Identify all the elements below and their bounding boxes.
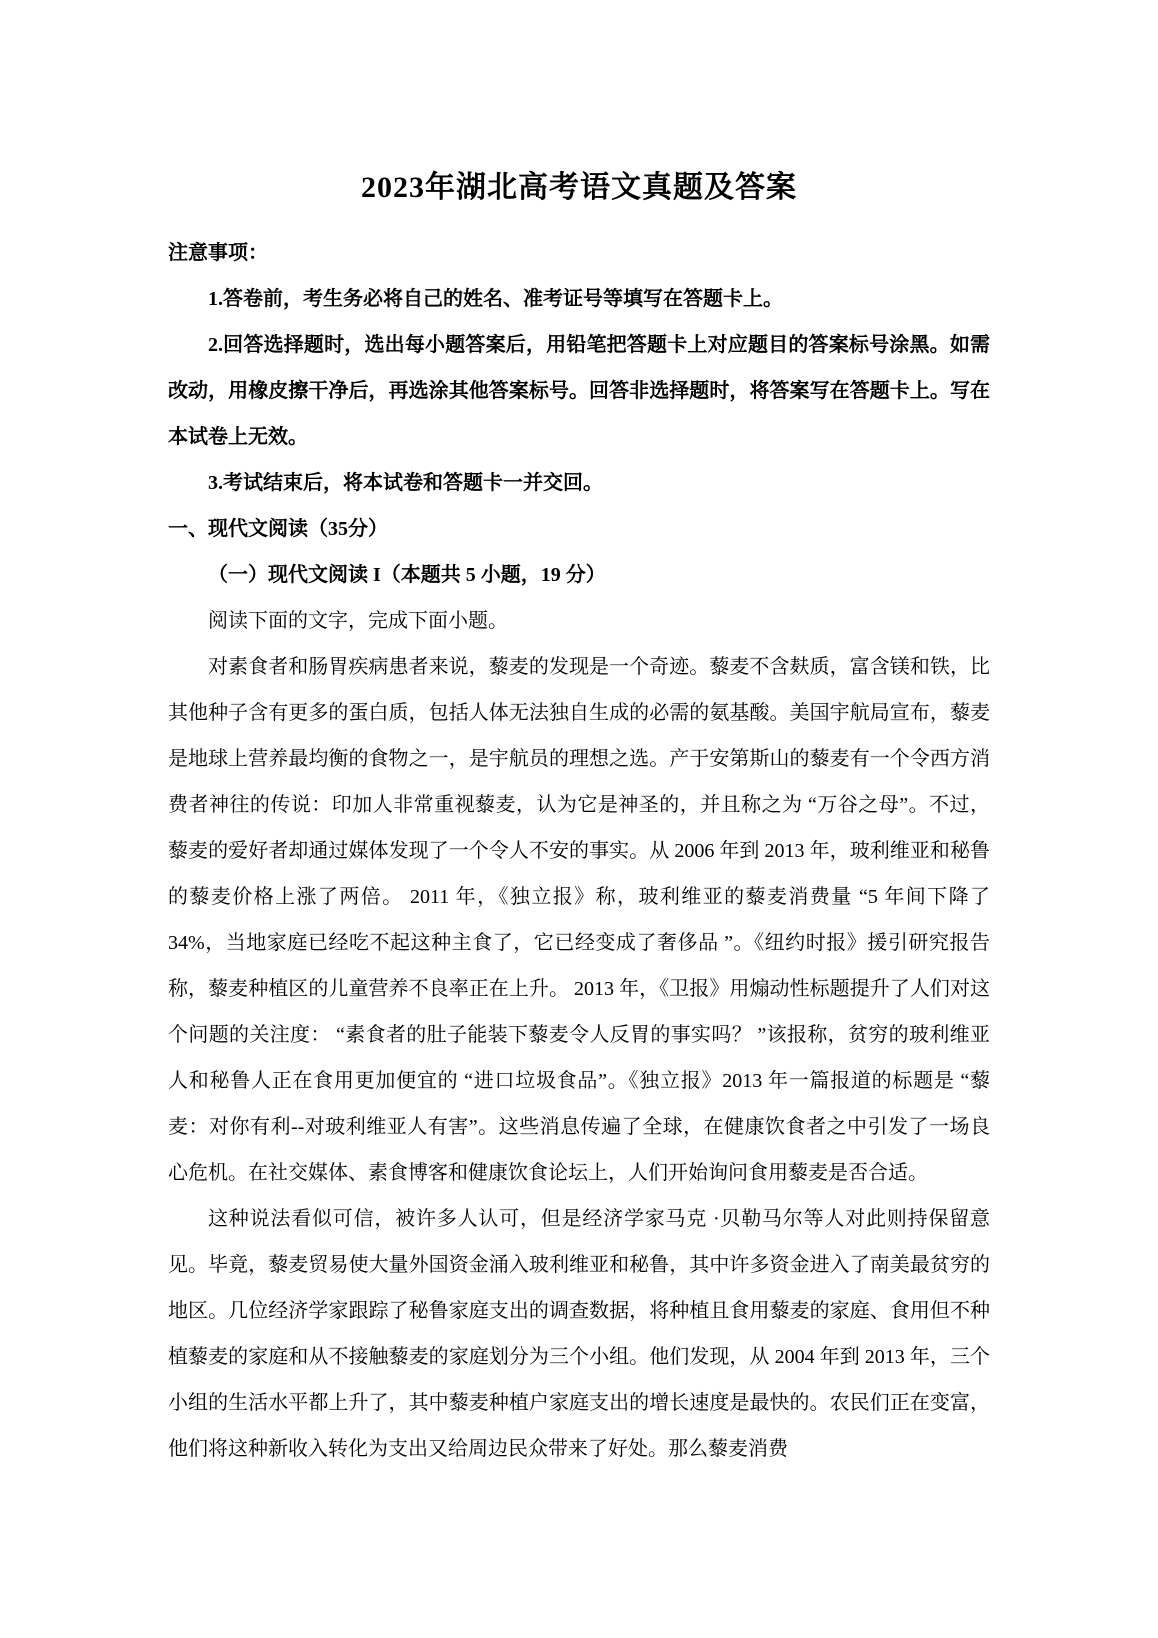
body-paragraph-1: 对素食者和肠胃疾病患者来说，藜麦的发现是一个奇迹。藜麦不含麸质，富含镁和铁，比其他种子含有更多的蛋白质，包括人体无法独自生成的必需的氨基酸。美国宇航局宣布，藜麦是地球上营养最均衡的食物之一，是宇航员的理想之选。产于安第斯山的藜麦有一个令西方消费者神往的传说：印加人非常重视藜麦，认为它是神圣的，并且称之为 “万谷之母”。不过，藜麦的爱好者却通过媒体发现了一个令人不安的事实。从 2006 年到 2013 年，玻利维亚和秘鲁的藜麦价格上涨了两倍。 2011 年，《独立报》称，玻利维亚的藜麦消费量 “5 年间下降了 34%，当地家庭已经吃不起这种主食了，它已经变成了奢侈品 ”。《纽约时报》援引研究报告称，藜麦种植区的儿童营养不良率正在上升。 2013 年，《卫报》用煽动性标题提升了人们对这个问题的关注度： “素食者的肚子能装下藜麦令人反胃的事实吗？ ”该报称，贫穷的玻利维亚人和秘鲁人正在食用更加便宜的 “进口垃圾食品”。《独立报》2013 年一篇报道的标题是 “藜麦：对你有利--对玻利维亚人有害”。这些消息传遍了全球，在健康饮食者之中引发了一场良心危机。在社交媒体、素食博客和健康饮食论坛上，人们开始询问食用藜麦是否合适。 <box>168 656 990 1184</box>
notice-heading: 注意事项： <box>168 242 268 264</box>
reading-instruction: 阅读下面的文字，完成下面小题。 <box>208 610 508 632</box>
notice-item-1: 1.答卷前，考生务必将自己的姓名、准考证号等填写在答题卡上。 <box>208 288 783 310</box>
body-paragraph-2: 这种说法看似可信，被许多人认可，但是经济学家马克 ·贝勒马尔等人对此则持保留意见。毕竟，藜麦贸易使大量外国资金涌入玻利维亚和秘鲁，其中许多资金进入了南美最贫穷的地区。几位经济学家跟踪了秘鲁家庭支出的调查数据，将种植且食用藜麦的家庭、食用但不种植藜麦的家庭和从不接触藜麦的家庭划分为三个小组。他们发现，从 2004 年到 2013 年，三个小组的生活水平都上升了，其中藜麦种植户家庭支出的增长速度是最快的。农民们正在变富，他们将这种新收入转化为支出又给周边民众带来了好处。那么藜麦消费 <box>168 1208 990 1460</box>
document-title: 2023年湖北高考语文真题及答案 <box>361 171 797 204</box>
subsection-heading: （一）现代文阅读 I（本题共 5 小题，19 分） <box>208 564 606 586</box>
section-heading: 一、现代文阅读（35分） <box>168 518 388 540</box>
notice-item-3: 3.考试结束后，将本试卷和答题卡一并交回。 <box>208 472 603 494</box>
notice-item-2: 2.回答选择题时，选出每小题答案后，用铅笔把答题卡上对应题目的答案标号涂黑。如需改动，用橡皮擦干净后，再选涂其他答案标号。回答非选择题时，将答案写在答题卡上。写在本试卷上无效。 <box>168 334 990 448</box>
